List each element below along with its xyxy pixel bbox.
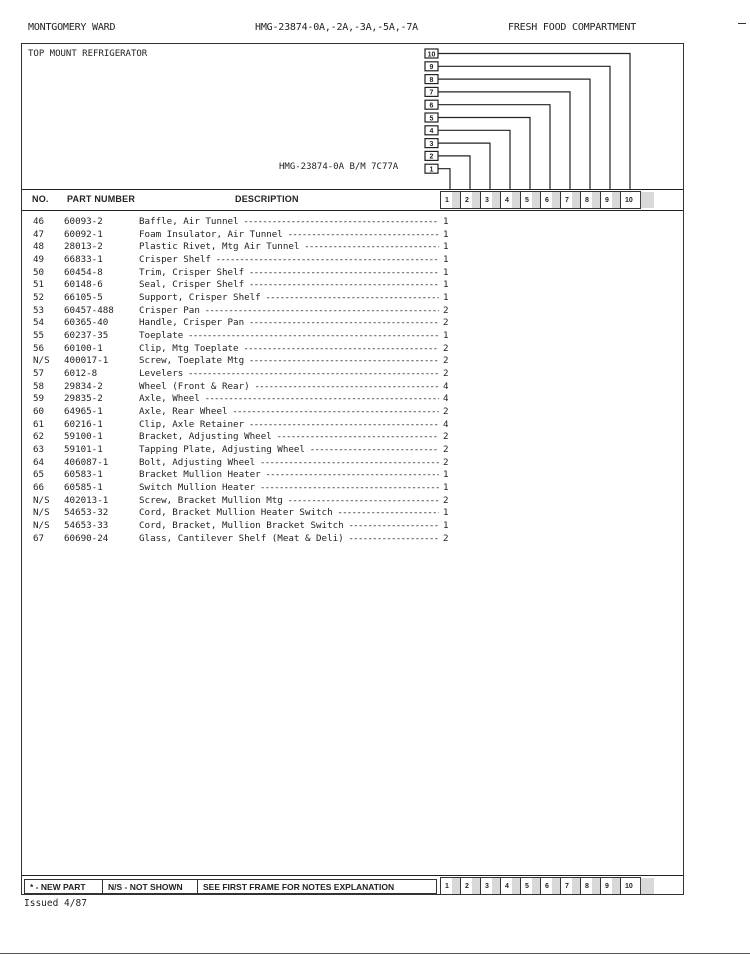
part-quantity: 1: [443, 266, 449, 278]
part-quantity: 2: [443, 342, 449, 354]
part-number: 60237-35: [64, 330, 109, 342]
part-quantity: 1: [443, 507, 449, 519]
model-column-cell: 2: [460, 877, 481, 895]
part-item-number: 53: [33, 304, 45, 316]
part-item-number: 52: [33, 292, 45, 304]
part-item-number: N/S: [33, 355, 50, 367]
part-quantity: 1: [443, 228, 449, 240]
part-description: Trim, Crisper Shelf -----: [139, 267, 439, 280]
part-item-number: 46: [33, 216, 45, 227]
model-leader-line: [438, 54, 630, 190]
part-description: Foam Insulator, Air Tunnel -----: [139, 229, 439, 242]
part-quantity: 2: [443, 317, 449, 329]
part-quantity: 2: [443, 532, 449, 544]
part-description: Crisper Shelf -----: [139, 254, 439, 267]
model-leader-line: [438, 143, 490, 189]
part-description: Baffle, Air Tunnel -----: [139, 216, 439, 229]
part-description: Bracket, Adjusting Wheel -----: [139, 431, 439, 444]
part-item-number: N/S: [33, 520, 50, 532]
col-no: NO.: [32, 194, 49, 204]
part-quantity: 2: [443, 444, 449, 456]
part-description: Crisper Pan -----: [139, 305, 439, 318]
part-number: 402013-1: [64, 494, 109, 506]
table-row: [22, 393, 683, 406]
model-column-cell: 5: [520, 191, 541, 209]
part-description: Screw, Bracket Mullion Mtg -----: [139, 495, 439, 508]
part-item-number: 61: [33, 418, 45, 430]
part-quantity: 1: [443, 254, 449, 266]
model-box-label: 2: [429, 153, 434, 161]
part-number: 406087-1: [64, 456, 109, 468]
part-quantity: 2: [443, 355, 449, 367]
part-quantity: 4: [443, 418, 449, 430]
part-quantity: 2: [443, 406, 449, 418]
part-number: 60100-1: [64, 342, 103, 354]
model-column-cell: 4: [500, 191, 521, 209]
issued-date: Issued 4/87: [24, 898, 87, 909]
part-description: Bolt, Adjusting Wheel -----: [139, 457, 439, 470]
model-box-label: 7: [429, 89, 434, 97]
part-quantity: 4: [443, 393, 449, 405]
model-column-cell: 8: [580, 877, 601, 895]
brand-name: MONTGOMERY WARD: [28, 22, 116, 33]
table-row: [22, 431, 683, 444]
part-description: Screw, Toeplate Mtg -----: [139, 355, 439, 368]
model-leader-line: [438, 79, 590, 189]
model-leader-line: [438, 66, 610, 189]
part-description: Cord, Bracket Mullion Heater Switch -----: [139, 507, 439, 520]
table-row: [22, 406, 683, 419]
part-quantity: 2: [443, 494, 449, 506]
part-description: Clip, Axle Retainer -----: [139, 419, 439, 432]
table-row: [22, 279, 683, 292]
model-box-label: 10: [427, 51, 436, 59]
model-box-label: 9: [429, 64, 434, 72]
col-description: DESCRIPTION: [235, 194, 299, 204]
model-number: HMG-23874-0A,-2A,-3A,-5A,-7A: [255, 22, 418, 33]
model-box-label: 1: [429, 166, 434, 174]
model-box-label: 5: [429, 115, 434, 123]
col-part-number: PART NUMBER: [67, 194, 136, 204]
part-description: Seal, Crisper Shelf -----: [139, 279, 439, 292]
table-row: [22, 469, 683, 482]
table-row: [22, 495, 683, 508]
model-leader-line: [438, 169, 450, 189]
part-item-number: 55: [33, 330, 45, 342]
legend-footer: [22, 875, 683, 896]
table-row: [22, 305, 683, 318]
part-item-number: 62: [33, 431, 45, 443]
part-number: 29834-2: [64, 380, 103, 392]
part-item-number: 66: [33, 482, 45, 494]
part-item-number: 63: [33, 444, 45, 456]
model-column-cell: 7: [560, 191, 581, 209]
part-number: 60690-24: [64, 532, 109, 544]
model-column-cell: 10: [620, 877, 641, 895]
part-description: Bracket Mullion Heater -----: [139, 469, 439, 482]
model-column-cell: 3: [480, 191, 501, 209]
model-column-diagram: [420, 47, 684, 192]
part-description: Toeplate -----: [139, 330, 439, 343]
part-item-number: 50: [33, 266, 45, 278]
new-part-legend: * - NEW PART: [24, 879, 103, 894]
model-column-cell: 6: [540, 877, 561, 895]
table-row: [22, 419, 683, 432]
part-description: Levelers -----: [139, 368, 439, 381]
model-column-cell: 6: [540, 191, 561, 209]
table-row: [22, 330, 683, 343]
part-description: Glass, Cantilever Shelf (Meat & Deli) -----: [139, 533, 439, 546]
part-number: 60092-1: [64, 228, 103, 240]
part-quantity: 1: [443, 241, 449, 253]
part-quantity: 1: [443, 292, 449, 304]
table-row: [22, 444, 683, 457]
model-column-cell: 10: [620, 191, 641, 209]
parts-list: [22, 216, 683, 545]
table-row: [22, 343, 683, 356]
model-box-label: 6: [429, 102, 434, 110]
part-description: Handle, Crisper Pan -----: [139, 317, 439, 330]
part-item-number: 48: [33, 241, 45, 253]
table-row: [22, 267, 683, 280]
table-row: [22, 317, 683, 330]
part-item-number: N/S: [33, 507, 50, 519]
table-row: [22, 533, 683, 546]
table-row: [22, 254, 683, 267]
model-column-cell: 9: [600, 191, 621, 209]
model-column-cell: 8: [580, 191, 601, 209]
notes-legend: SEE FIRST FRAME FOR NOTES EXPLANATION: [197, 879, 437, 894]
part-quantity: 1: [443, 482, 449, 494]
bottom-rule: [0, 953, 750, 954]
model-box-label: 8: [429, 76, 434, 84]
part-description: Support, Crisper Shelf -----: [139, 292, 439, 305]
part-number: 60457-488: [64, 304, 114, 316]
part-item-number: 58: [33, 380, 45, 392]
table-row: [22, 355, 683, 368]
part-number: 59101-1: [64, 444, 103, 456]
part-quantity: 4: [443, 380, 449, 392]
model-column-cell: 5: [520, 877, 541, 895]
part-number: 60148-6: [64, 279, 103, 291]
part-quantity: 1: [443, 469, 449, 481]
part-description: Tapping Plate, Adjusting Wheel -----: [139, 444, 439, 457]
part-number: 29835-2: [64, 393, 103, 405]
model-column-cell: 7: [560, 877, 581, 895]
part-number: 60365-40: [64, 317, 109, 329]
part-description: Axle, Rear Wheel -----: [139, 406, 439, 419]
part-number: 66105-5: [64, 292, 103, 304]
part-description: Plastic Rivet, Mtg Air Tunnel -----: [139, 241, 439, 254]
part-number: 66833-1: [64, 254, 103, 266]
table-row: [22, 292, 683, 305]
part-item-number: 59: [33, 393, 45, 405]
part-number: 6012-8: [64, 368, 98, 380]
part-number: 60454-8: [64, 266, 103, 278]
part-item-number: 54: [33, 317, 45, 329]
part-quantity: 2: [443, 304, 449, 316]
part-number: 60093-2: [64, 216, 103, 227]
model-column-cell: 4: [500, 877, 521, 895]
model-box-label: 4: [429, 128, 434, 136]
model-column-cells-bottom: [441, 877, 641, 895]
part-description: Clip, Mtg Toeplate -----: [139, 343, 439, 356]
part-description: Axle, Wheel -----: [139, 393, 439, 406]
table-row: [22, 241, 683, 254]
part-description: Switch Mullion Heater -----: [139, 482, 439, 495]
part-quantity: 1: [443, 520, 449, 532]
part-number: 60216-1: [64, 418, 103, 430]
part-quantity: 2: [443, 368, 449, 380]
model-column-cell: 3: [480, 877, 501, 895]
model-leader-line: [438, 130, 510, 189]
model-column-cell: 2: [460, 191, 481, 209]
table-row: [22, 507, 683, 520]
part-number: 64965-1: [64, 406, 103, 418]
bm-code: HMG-23874-0A B/M 7C77A: [279, 162, 399, 172]
table-row: [22, 482, 683, 495]
part-quantity: 1: [443, 216, 449, 227]
part-item-number: 47: [33, 228, 45, 240]
model-column-cell: 1: [440, 191, 461, 209]
product-subtitle: TOP MOUNT REFRIGERATOR: [28, 49, 148, 59]
model-column-cells-top: [441, 191, 641, 209]
part-quantity: 1: [443, 330, 449, 342]
part-number: 54653-32: [64, 507, 109, 519]
model-leader-line: [438, 118, 530, 190]
corner-mark: [738, 23, 746, 24]
part-number: 400017-1: [64, 355, 109, 367]
section-title: FRESH FOOD COMPARTMENT: [508, 22, 637, 33]
part-number: 60585-1: [64, 482, 103, 494]
part-item-number: 49: [33, 254, 45, 266]
part-description: Wheel (Front & Rear) -----: [139, 381, 439, 394]
part-item-number: 65: [33, 469, 45, 481]
part-quantity: 1: [443, 279, 449, 291]
part-number: 60583-1: [64, 469, 103, 481]
part-item-number: 56: [33, 342, 45, 354]
table-row: [22, 457, 683, 470]
part-description: Cord, Bracket, Mullion Bracket Switch -----: [139, 520, 439, 533]
part-item-number: 64: [33, 456, 45, 468]
model-box-label: 3: [429, 140, 434, 148]
model-column-cell: 9: [600, 877, 621, 895]
column-header: [22, 189, 683, 211]
part-quantity: 2: [443, 431, 449, 443]
model-column-cell: 1: [440, 877, 461, 895]
part-item-number: N/S: [33, 494, 50, 506]
part-item-number: 67: [33, 532, 45, 544]
part-item-number: 60: [33, 406, 45, 418]
parts-frame: [21, 43, 684, 895]
part-item-number: 57: [33, 368, 45, 380]
model-leader-line: [438, 156, 470, 189]
table-row: [22, 229, 683, 242]
part-quantity: 2: [443, 456, 449, 468]
table-row: [22, 368, 683, 381]
table-row: [22, 381, 683, 394]
not-shown-legend: N/S - NOT SHOWN: [102, 879, 198, 894]
part-number: 54653-33: [64, 520, 109, 532]
part-item-number: 51: [33, 279, 45, 291]
table-row: [22, 520, 683, 533]
part-number: 59100-1: [64, 431, 103, 443]
part-number: 28013-2: [64, 241, 103, 253]
table-row: [22, 216, 683, 229]
